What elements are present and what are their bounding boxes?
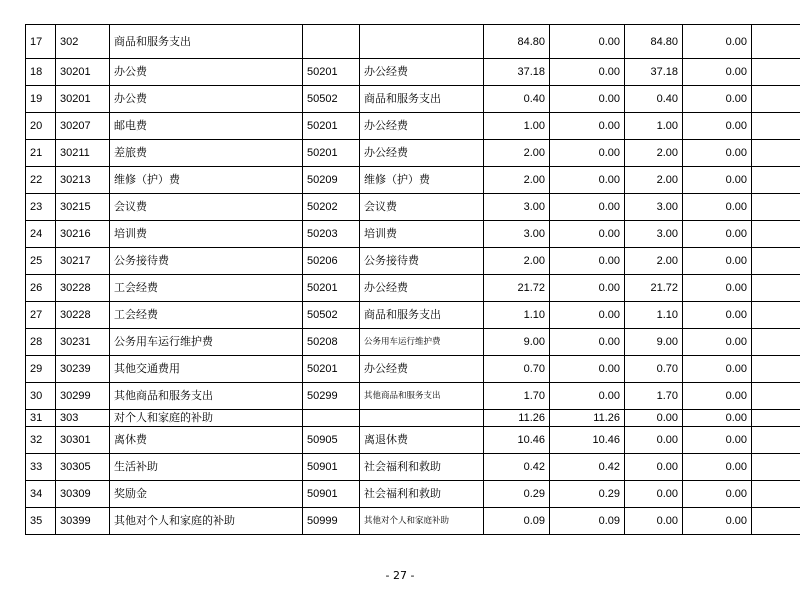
empty-cell (752, 275, 800, 302)
table-row (26, 508, 800, 535)
basic-amount-cell: 0.00 (550, 221, 625, 248)
basic-amount-cell: 0.42 (550, 454, 625, 481)
table-row (26, 275, 800, 302)
row-number-cell: 30 (26, 383, 56, 410)
project-amount-cell: 0.00 (625, 508, 683, 535)
function-code-cell: 30309 (56, 481, 110, 508)
economic-code-cell: 50201 (303, 275, 360, 302)
table-row (26, 167, 800, 194)
economic-name-cell: 其他对个人和家庭补助 (360, 508, 484, 535)
table-row (26, 59, 800, 86)
row-number-cell: 33 (26, 454, 56, 481)
project-amount-cell: 3.00 (625, 221, 683, 248)
total-amount-cell: 1.10 (484, 302, 550, 329)
table-row (26, 383, 800, 410)
other-amount-cell: 0.00 (683, 383, 752, 410)
function-name-cell: 离休费 (110, 427, 303, 454)
economic-name-cell: 办公经费 (360, 356, 484, 383)
basic-amount-cell: 0.00 (550, 383, 625, 410)
function-code-cell: 30217 (56, 248, 110, 275)
other-amount-cell: 0.00 (683, 329, 752, 356)
basic-amount-cell: 0.00 (550, 25, 625, 59)
basic-amount-cell: 0.00 (550, 140, 625, 167)
total-amount-cell: 3.00 (484, 194, 550, 221)
function-name-cell: 会议费 (110, 194, 303, 221)
table-row (26, 427, 800, 454)
table-row (26, 410, 800, 427)
table-row (26, 113, 800, 140)
other-amount-cell: 0.00 (683, 86, 752, 113)
project-amount-cell: 0.00 (625, 454, 683, 481)
project-amount-cell: 84.80 (625, 25, 683, 59)
other-amount-cell: 0.00 (683, 59, 752, 86)
table-row (26, 86, 800, 113)
function-code-cell: 30305 (56, 454, 110, 481)
project-amount-cell: 1.10 (625, 302, 683, 329)
empty-cell (752, 454, 800, 481)
total-amount-cell: 37.18 (484, 59, 550, 86)
project-amount-cell: 0.40 (625, 86, 683, 113)
empty-cell (752, 356, 800, 383)
row-number-cell: 22 (26, 167, 56, 194)
function-name-cell: 其他交通费用 (110, 356, 303, 383)
function-code-cell: 30201 (56, 86, 110, 113)
function-code-cell: 30213 (56, 167, 110, 194)
function-code-cell: 30228 (56, 275, 110, 302)
table-row (26, 248, 800, 275)
basic-amount-cell: 11.26 (550, 410, 625, 427)
function-code-cell: 30228 (56, 302, 110, 329)
function-name-cell: 对个人和家庭的补助 (110, 410, 303, 427)
function-code-cell: 30201 (56, 59, 110, 86)
row-number-cell: 21 (26, 140, 56, 167)
function-code-cell: 30399 (56, 508, 110, 535)
function-code-cell: 30299 (56, 383, 110, 410)
total-amount-cell: 2.00 (484, 140, 550, 167)
total-amount-cell: 1.00 (484, 113, 550, 140)
other-amount-cell: 0.00 (683, 248, 752, 275)
economic-code-cell: 50208 (303, 329, 360, 356)
empty-cell (752, 194, 800, 221)
other-amount-cell: 0.00 (683, 454, 752, 481)
function-name-cell: 办公费 (110, 86, 303, 113)
row-number-cell: 19 (26, 86, 56, 113)
other-amount-cell: 0.00 (683, 508, 752, 535)
function-code-cell: 302 (56, 25, 110, 59)
economic-name-cell: 办公经费 (360, 275, 484, 302)
other-amount-cell: 0.00 (683, 410, 752, 427)
basic-amount-cell: 0.00 (550, 59, 625, 86)
project-amount-cell: 0.70 (625, 356, 683, 383)
total-amount-cell: 0.29 (484, 481, 550, 508)
project-amount-cell: 1.70 (625, 383, 683, 410)
empty-cell (752, 481, 800, 508)
total-amount-cell: 84.80 (484, 25, 550, 59)
table-row (26, 454, 800, 481)
function-name-cell: 邮电费 (110, 113, 303, 140)
project-amount-cell: 2.00 (625, 140, 683, 167)
function-name-cell: 维修（护）费 (110, 167, 303, 194)
economic-code-cell: 50999 (303, 508, 360, 535)
basic-amount-cell: 10.46 (550, 427, 625, 454)
basic-amount-cell: 0.00 (550, 248, 625, 275)
basic-amount-cell: 0.00 (550, 113, 625, 140)
function-code-cell: 303 (56, 410, 110, 427)
economic-name-cell: 公务接待费 (360, 248, 484, 275)
economic-code-cell (303, 25, 360, 59)
function-name-cell: 商品和服务支出 (110, 25, 303, 59)
table-body (26, 25, 800, 535)
economic-code-cell: 50201 (303, 113, 360, 140)
empty-cell (752, 140, 800, 167)
table-row (26, 302, 800, 329)
row-number-cell: 34 (26, 481, 56, 508)
economic-code-cell: 50201 (303, 59, 360, 86)
function-name-cell: 办公费 (110, 59, 303, 86)
other-amount-cell: 0.00 (683, 427, 752, 454)
function-name-cell: 生活补助 (110, 454, 303, 481)
total-amount-cell: 11.26 (484, 410, 550, 427)
empty-cell (752, 113, 800, 140)
basic-amount-cell: 0.00 (550, 194, 625, 221)
other-amount-cell: 0.00 (683, 221, 752, 248)
row-number-cell: 35 (26, 508, 56, 535)
total-amount-cell: 1.70 (484, 383, 550, 410)
table-row (26, 481, 800, 508)
economic-code-cell: 50201 (303, 356, 360, 383)
function-code-cell: 30239 (56, 356, 110, 383)
empty-cell (752, 410, 800, 427)
other-amount-cell: 0.00 (683, 140, 752, 167)
other-amount-cell: 0.00 (683, 275, 752, 302)
project-amount-cell: 0.00 (625, 481, 683, 508)
economic-name-cell: 维修（护）费 (360, 167, 484, 194)
total-amount-cell: 0.42 (484, 454, 550, 481)
basic-amount-cell: 0.00 (550, 329, 625, 356)
total-amount-cell: 0.40 (484, 86, 550, 113)
table-row (26, 221, 800, 248)
economic-code-cell: 50203 (303, 221, 360, 248)
economic-name-cell: 离退休费 (360, 427, 484, 454)
function-name-cell: 公务用车运行维护费 (110, 329, 303, 356)
page-number: - 27 - (385, 569, 415, 582)
empty-cell (752, 25, 800, 59)
row-number-cell: 28 (26, 329, 56, 356)
row-number-cell: 26 (26, 275, 56, 302)
function-code-cell: 30211 (56, 140, 110, 167)
economic-name-cell (360, 25, 484, 59)
economic-code-cell: 50299 (303, 383, 360, 410)
economic-code-cell: 50201 (303, 140, 360, 167)
function-code-cell: 30231 (56, 329, 110, 356)
economic-code-cell: 50502 (303, 302, 360, 329)
basic-amount-cell: 0.00 (550, 275, 625, 302)
project-amount-cell: 3.00 (625, 194, 683, 221)
total-amount-cell: 0.09 (484, 508, 550, 535)
economic-code-cell: 50202 (303, 194, 360, 221)
row-number-cell: 31 (26, 410, 56, 427)
economic-code-cell: 50905 (303, 427, 360, 454)
project-amount-cell: 1.00 (625, 113, 683, 140)
function-name-cell: 工会经费 (110, 302, 303, 329)
empty-cell (752, 302, 800, 329)
economic-name-cell: 商品和服务支出 (360, 86, 484, 113)
table-row (26, 329, 800, 356)
function-code-cell: 30301 (56, 427, 110, 454)
row-number-cell: 17 (26, 25, 56, 59)
empty-cell (752, 329, 800, 356)
total-amount-cell: 10.46 (484, 427, 550, 454)
table-row (26, 25, 800, 59)
row-number-cell: 18 (26, 59, 56, 86)
row-number-cell: 23 (26, 194, 56, 221)
other-amount-cell: 0.00 (683, 481, 752, 508)
empty-cell (752, 508, 800, 535)
basic-amount-cell: 0.29 (550, 481, 625, 508)
economic-code-cell: 50209 (303, 167, 360, 194)
economic-name-cell: 培训费 (360, 221, 484, 248)
total-amount-cell: 0.70 (484, 356, 550, 383)
basic-amount-cell: 0.00 (550, 302, 625, 329)
project-amount-cell: 37.18 (625, 59, 683, 86)
total-amount-cell: 2.00 (484, 248, 550, 275)
empty-cell (752, 427, 800, 454)
function-name-cell: 其他商品和服务支出 (110, 383, 303, 410)
project-amount-cell: 21.72 (625, 275, 683, 302)
row-number-cell: 25 (26, 248, 56, 275)
economic-name-cell: 社会福利和救助 (360, 454, 484, 481)
basic-amount-cell: 0.00 (550, 86, 625, 113)
function-name-cell: 工会经费 (110, 275, 303, 302)
function-name-cell: 培训费 (110, 221, 303, 248)
economic-code-cell: 50206 (303, 248, 360, 275)
project-amount-cell: 2.00 (625, 248, 683, 275)
economic-name-cell: 办公经费 (360, 113, 484, 140)
economic-name-cell: 公务用车运行维护费 (360, 329, 484, 356)
other-amount-cell: 0.00 (683, 113, 752, 140)
other-amount-cell: 0.00 (683, 302, 752, 329)
empty-cell (752, 167, 800, 194)
expenditure-table (25, 24, 800, 535)
table-row (26, 140, 800, 167)
table-row (26, 356, 800, 383)
project-amount-cell: 0.00 (625, 427, 683, 454)
basic-amount-cell: 0.09 (550, 508, 625, 535)
other-amount-cell: 0.00 (683, 356, 752, 383)
row-number-cell: 24 (26, 221, 56, 248)
empty-cell (752, 59, 800, 86)
function-code-cell: 30216 (56, 221, 110, 248)
economic-name-cell (360, 410, 484, 427)
function-name-cell: 其他对个人和家庭的补助 (110, 508, 303, 535)
economic-name-cell: 办公经费 (360, 140, 484, 167)
function-code-cell: 30207 (56, 113, 110, 140)
total-amount-cell: 2.00 (484, 167, 550, 194)
row-number-cell: 32 (26, 427, 56, 454)
economic-name-cell: 会议费 (360, 194, 484, 221)
empty-cell (752, 86, 800, 113)
function-name-cell: 公务接待费 (110, 248, 303, 275)
economic-code-cell: 50502 (303, 86, 360, 113)
empty-cell (752, 383, 800, 410)
expenditure-table-container (25, 24, 800, 535)
row-number-cell: 29 (26, 356, 56, 383)
row-number-cell: 20 (26, 113, 56, 140)
total-amount-cell: 21.72 (484, 275, 550, 302)
function-name-cell: 奖励金 (110, 481, 303, 508)
function-code-cell: 30215 (56, 194, 110, 221)
empty-cell (752, 248, 800, 275)
project-amount-cell: 9.00 (625, 329, 683, 356)
other-amount-cell: 0.00 (683, 25, 752, 59)
table-row (26, 194, 800, 221)
total-amount-cell: 3.00 (484, 221, 550, 248)
project-amount-cell: 0.00 (625, 410, 683, 427)
empty-cell (752, 221, 800, 248)
economic-code-cell: 50901 (303, 481, 360, 508)
basic-amount-cell: 0.00 (550, 167, 625, 194)
economic-name-cell: 办公经费 (360, 59, 484, 86)
economic-name-cell: 商品和服务支出 (360, 302, 484, 329)
row-number-cell: 27 (26, 302, 56, 329)
other-amount-cell: 0.00 (683, 194, 752, 221)
economic-name-cell: 其他商品和服务支出 (360, 383, 484, 410)
project-amount-cell: 2.00 (625, 167, 683, 194)
economic-code-cell: 50901 (303, 454, 360, 481)
function-name-cell: 差旅费 (110, 140, 303, 167)
other-amount-cell: 0.00 (683, 167, 752, 194)
total-amount-cell: 9.00 (484, 329, 550, 356)
basic-amount-cell: 0.00 (550, 356, 625, 383)
economic-name-cell: 社会福利和救助 (360, 481, 484, 508)
economic-code-cell (303, 410, 360, 427)
